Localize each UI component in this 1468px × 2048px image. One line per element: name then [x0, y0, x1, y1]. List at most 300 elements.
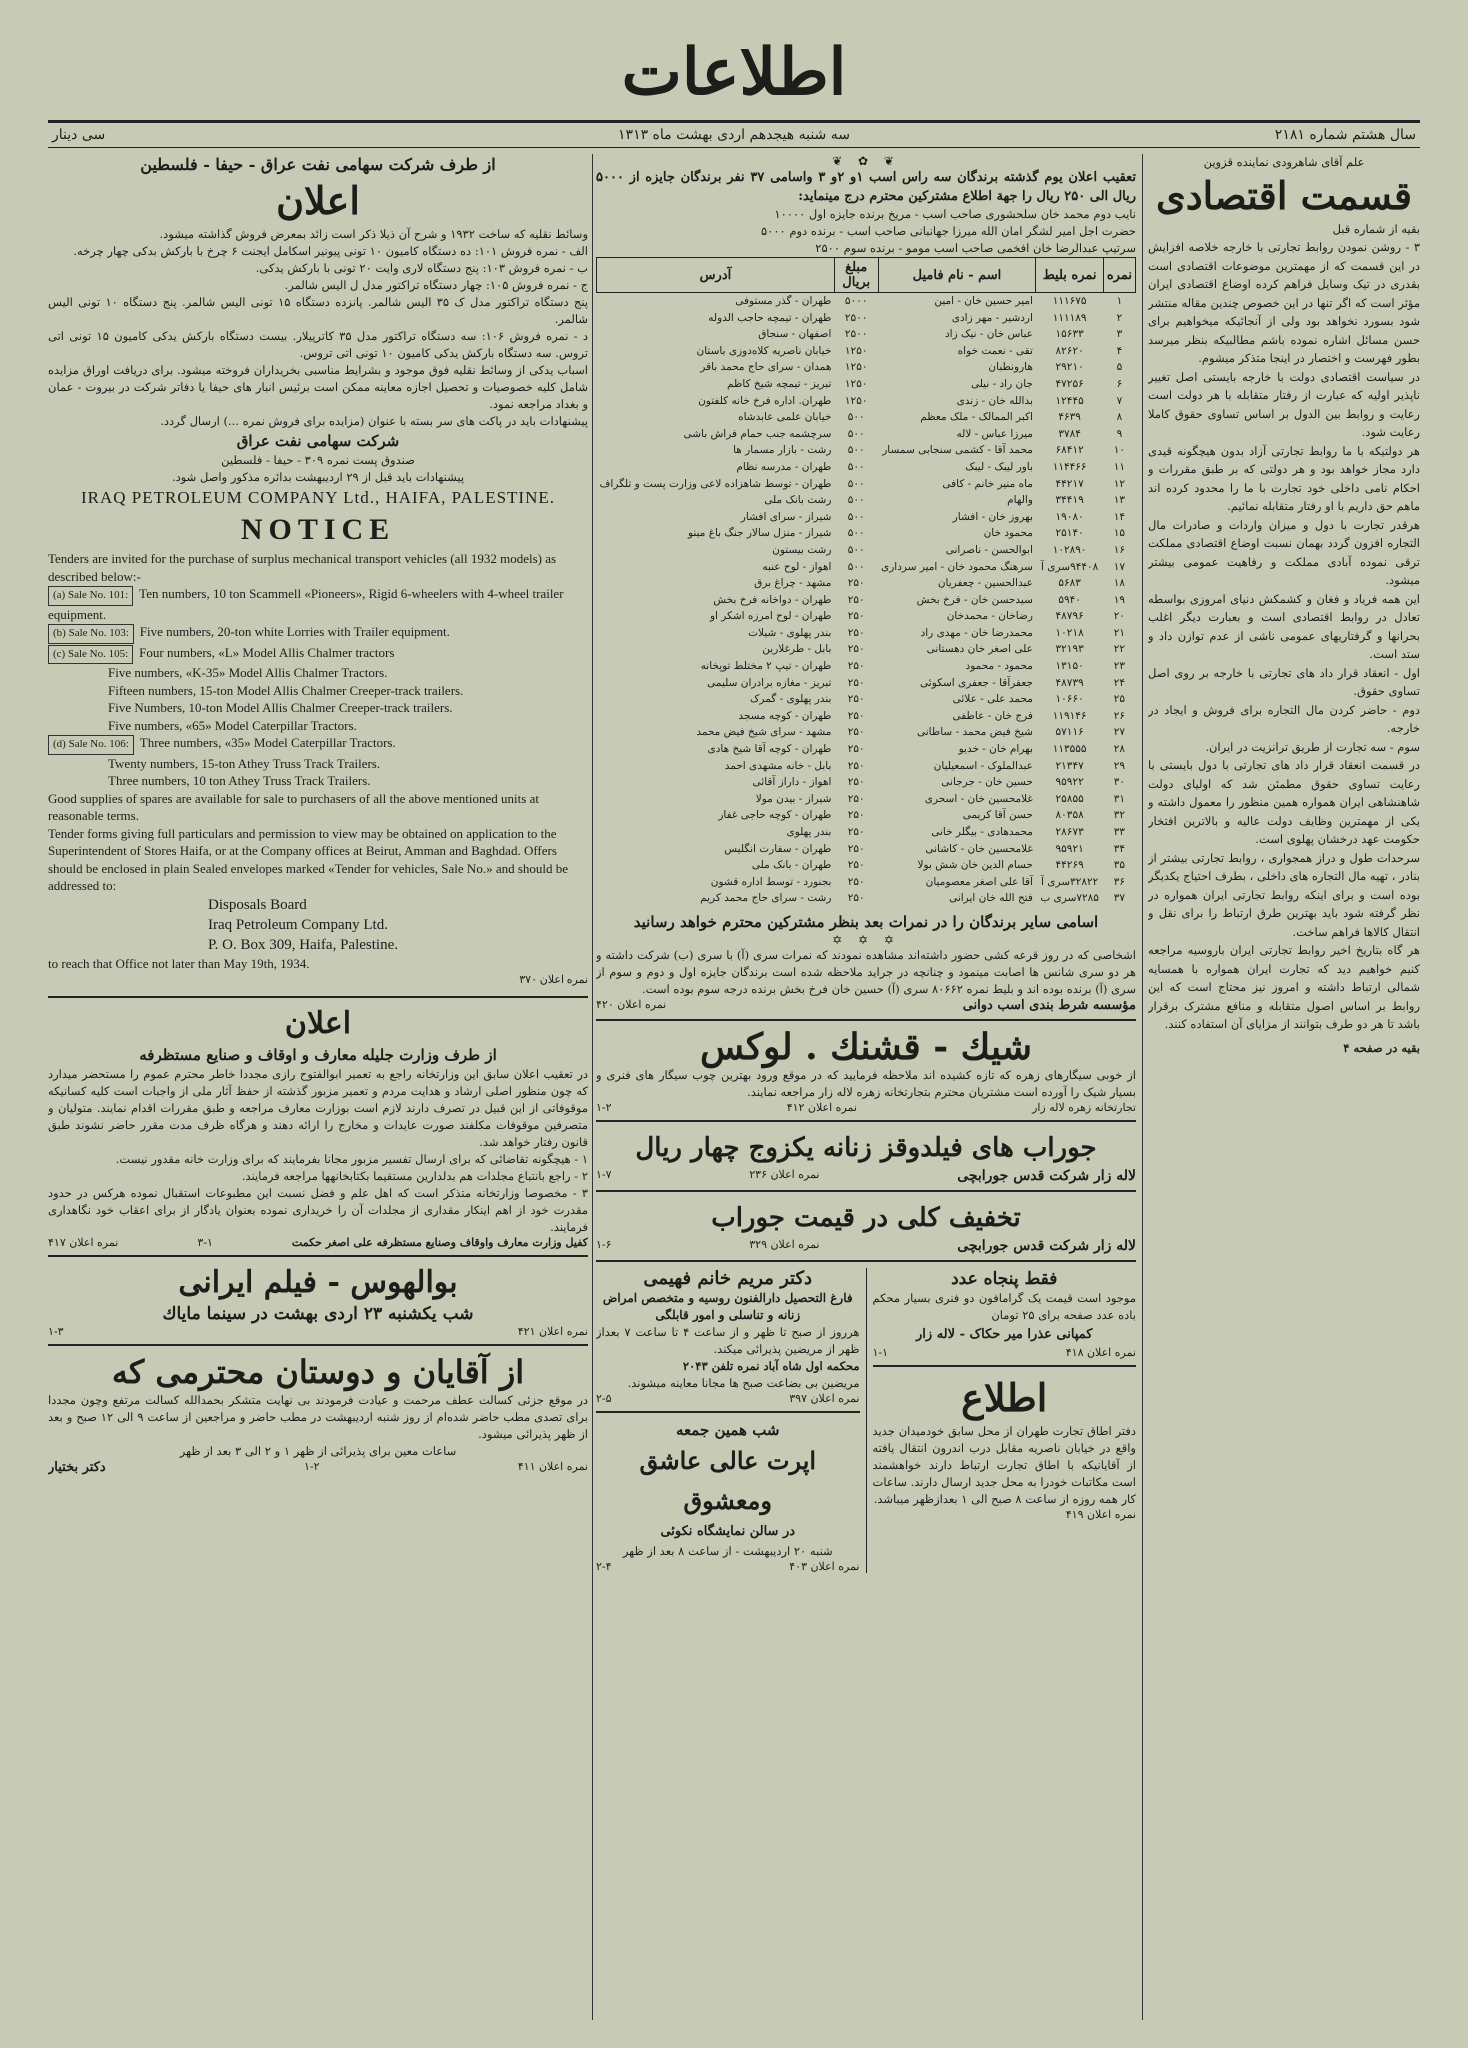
divider — [596, 1411, 860, 1413]
sale-description: Fifteen numbers, 15-ton Model Allis Chalmer Creeper-track trailers. — [108, 682, 464, 698]
table-cell-col-number: ۳۵ — [1113, 859, 1126, 872]
ad-ref: ۲-۴ — [596, 1559, 612, 1573]
iraq-address-fa: صندوق پست نمره ۳۰۹ - حیفا - فلسطین — [221, 453, 415, 467]
sale-description: Ten numbers, 10 ton Scammell «Pioneers», Rigid 6-wheelers with 4-wheel trailer equipment. — [48, 586, 564, 622]
table-cell-col-number: ۳۷ — [1113, 892, 1126, 905]
divider — [596, 1190, 1136, 1192]
table-row — [597, 359, 1136, 376]
operetta-title: اپرت عالی عاشق ومعشوق — [639, 1445, 817, 1515]
iraq-footer — [48, 972, 588, 990]
table-row — [597, 774, 1136, 791]
doctor-note: مریضین بی بضاعت صبح ها مجانا معاینه میشوند. — [627, 1375, 860, 1390]
masthead — [48, 30, 1420, 116]
lottery-footer-title: اسامی سایر برندگان را در نمرات بعد بنظر مشترکین محترم خواهد رسانید — [633, 912, 1099, 931]
table-cell-col-ticket: ۱۱۱۱۸۹ — [1052, 311, 1087, 324]
sale-lot — [48, 664, 588, 682]
doctor-hours: هرروز از صبح تا ظهر و از ساعت ۴ تا ساعت ۷ بعداز ظهر از مریضین پذیرائی میکند. — [596, 1324, 860, 1356]
forms-text: Tender forms giving full particulars and permission to view may be obtained on application to the Superintendent of Stores Haifa, or at the Company offices at Beirut, Amman and Baghdad. Offers should be enclosed in plain Sealed envelopes marked «Tender for vehicles, Sale No.» and should be addressed to: — [48, 825, 569, 893]
table-row — [597, 658, 1136, 675]
table-cell-col-address: طهران - لوح امرزه اشکر او — [709, 610, 832, 623]
iraq-paragraph: ب - نمره فروش ۱۰۳: پنج دستگاه لاری وایت ۲۰ تونی با بارکش یدکی. — [255, 261, 588, 275]
table-cell-col-number: ۱۷ — [1113, 560, 1126, 573]
table-cell-col-name: بدالله خان - زندی — [956, 394, 1033, 407]
table-cell-col-amount: ۲۵۰ — [847, 743, 865, 756]
table-cell-col-address: طهران - بانک ملی — [751, 859, 832, 872]
discount-footer — [596, 1238, 1136, 1254]
table-cell-col-address: طهران. اداره فرخ خانه کلفتون — [698, 394, 832, 407]
divider — [48, 996, 588, 998]
table-row — [597, 393, 1136, 410]
table-cell-col-number: ۲۳ — [1113, 660, 1126, 673]
left-column — [48, 154, 588, 2020]
ad-ref: ۱-۷ — [596, 1167, 612, 1181]
table-cell-col-ticket: ۲۸۶۷۳ — [1055, 826, 1084, 838]
bauhaus-footer — [48, 1325, 588, 1338]
notice-intro: Tenders are invited for the purchase of surplus mechanical transport vehicles (all 1932 models) as described below:- — [48, 551, 557, 584]
table-cell-col-name: ابوالحسن - ناصرانی — [945, 543, 1033, 556]
table-cell-col-amount: ۵۰۰ — [847, 411, 865, 424]
table-header-col-number: نمره — [1103, 258, 1135, 293]
table-cell-col-ticket: ۵۶۸۳ — [1058, 577, 1081, 590]
table-cell-col-ticket: ۱۱۳۵۵۵ — [1052, 743, 1087, 756]
table-cell-col-amount: ۲۵۰ — [847, 577, 865, 590]
chic-footer — [596, 1101, 1136, 1114]
closing-text: to reach that Office not later than May 19th, 1934. — [48, 955, 310, 971]
table-row — [597, 525, 1136, 542]
ministry-kicker: از طرف وزارت جلیله معارف و اوقاف و صنایع مستظرفه — [139, 1045, 497, 1064]
table-cell-col-name: محمدهادی - بیگلر خانی — [931, 826, 1033, 838]
table-cell-col-number: ۲۶ — [1113, 709, 1126, 722]
sale-description: Three numbers, 10 ton Athey Truss Track Trailers. — [108, 773, 371, 788]
table-cell-col-ticket: ۱۹۰۸۰ — [1055, 510, 1084, 523]
table-cell-col-address: طهران - توسط شاهزاده لاعی وزارت پست و تلگراف — [599, 477, 832, 490]
fifty-title: فقط پنجاه عدد — [951, 1268, 1058, 1289]
discount-seller: لاله زار شرکت قدس جورابچی — [957, 1237, 1136, 1254]
table-header-col-amount: مبلغ بریال — [834, 258, 878, 293]
ornament-icon: ❦ ✿ ❦ — [832, 154, 900, 168]
economic-paragraph: دوم - حاضر کردن مال التجاره برای فروش و ایجاد در خارجه. — [1148, 702, 1420, 735]
sale-lot — [48, 623, 588, 644]
table-cell-col-amount: ۲۵۰ — [847, 809, 865, 822]
table-cell-col-name: حسام الدین خان شش بولا — [917, 859, 1033, 872]
table-cell-col-ticket: ۱۱۹۱۴۶ — [1052, 709, 1087, 722]
operetta-time: شنبه ۲۰ اردیبهشت - از ساعت ۸ بعد از ظهر — [622, 1543, 833, 1558]
table-cell-col-address: بندر پهلوی - شیلات — [748, 626, 832, 639]
economic-title: قسمت اقتصادی — [1156, 173, 1412, 218]
divider — [873, 1365, 1137, 1367]
table-cell-col-name: حسن آقا کریمی — [962, 809, 1033, 822]
table-row — [597, 874, 1136, 891]
ministry-signature: کفیل وزارت معارف واوقاف وصنایع مستظرفه علی اصغر حکمت — [291, 1235, 588, 1249]
chamber-footer — [873, 1508, 1137, 1521]
table-cell-col-name: محمد علی - علائی — [952, 693, 1033, 706]
table-cell-col-ticket: ۱۳۱۵۰ — [1055, 660, 1084, 673]
ad-number: نمره اعلان ۳۹۷ — [789, 1391, 860, 1405]
table-cell-col-number: ۱۴ — [1113, 510, 1126, 523]
ministry-body: در تعقیب اعلان سابق این وزارتخانه راجع به تعمیر ابوالفتوح رازی مجددا خاطر محترم عموم را مستحضر میدارد که چون منظور اصلی ارشاد و هدایت مردم و تعمیر مزبور گذشته از حفظ آثار ملی از واجبات است کلیه کسانیکه موقوفاتی از این قبیل در تصرف دارند لازم است بوزارت معارف مراجعه و طبق مقررات اقدام نمایند. متولیان و متصرفین موقوفات مکلفند صورت عایدات و مخارج را ارائه دهند و هرگاه ظرف مدت مقرر حاضر نشوند طبق قانون رفتار خواهد شد. — [48, 1066, 588, 1149]
ad-number: نمره اعلان ۴۱۷ — [48, 1235, 119, 1249]
ministry-title: اعلان — [284, 1005, 352, 1041]
table-cell-col-amount: ۵۰۰ — [847, 460, 865, 473]
iraq-company-en: IRAQ PETROLEUM COMPANY Ltd., HAIFA, PALESTINE. — [80, 488, 556, 507]
table-cell-col-ticket: ۱۰۶۶۰ — [1055, 693, 1084, 706]
table-cell-col-amount: ۲۵۰۰ — [844, 311, 868, 324]
economic-paragraph: در سیاست اقتصادی دولت با خارجه بایستی اصل تغییر ناپذیر اولیه که عبارت از رفتار متقابله با هر دولت است رعایت و روابط بین الدول بر اساس تساوی حقوق کاملا رعایت شود. — [1148, 369, 1420, 439]
table-cell-col-ticket: ۱۱۱۶۷۵ — [1052, 295, 1087, 307]
doctor-address: محکمه اول شاه آباد نمره تلفن ۲۰۴۳ — [682, 1358, 860, 1373]
table-cell-col-address: مشهد - چراغ برق — [754, 577, 832, 590]
fifty-body: موجود است قیمت یک گرامافون دو فنری بسیار محکم باده عدد صفحه برای ۲۵ تومان — [872, 1290, 1136, 1322]
table-cell-col-name: سیدحسن خان - فرخ بخش — [916, 593, 1033, 606]
sale-description: Five numbers, 20-ton white Lorries with Trailer equipment. — [139, 624, 450, 639]
table-cell-col-address: اهواز - داراز آقائی — [752, 776, 832, 789]
chic-ad — [596, 1027, 1136, 1114]
table-row — [597, 426, 1136, 443]
table-cell-col-name: والهام — [1007, 494, 1033, 507]
economic-paragraph: هر دولتیکه با ما روابط تجارتی آزاد بدون هیچگونه قیدی دارد مجاز خواهد بود و هر دولتی که بر طبق مقررات و احکام نامی داخلی خود تجارت با ما را محدود کرده اند ماهم حق داریم با او رفتار متقابله نمائیم. — [1148, 443, 1420, 513]
table-cell-col-number: ۴ — [1116, 344, 1123, 357]
table-cell-col-address: خیابان علمی عابدشاه — [738, 411, 832, 424]
doctor-specialty: فارغ التحصیل دارالفنون روسیه و متخصص امراض زنانه و تناسلی و امور قابلگی — [602, 1290, 853, 1322]
table-cell-col-ticket: ۲۱۳۴۷ — [1055, 759, 1084, 772]
table-row — [597, 326, 1136, 343]
table-cell-col-number: ۳۲ — [1113, 809, 1126, 822]
ad-number: نمره اعلان ۴۱۲ — [786, 1100, 857, 1114]
ministry-items — [48, 1151, 588, 1236]
iraq-deadline-fa: پیشنهادات باید قبل از ۲۹ اردیبهشت بدائره مذکور واصل شود. — [171, 470, 465, 484]
sale-description: Five Numbers, 10-ton Model Allis Chalmer Creeper-track trailers. — [108, 700, 453, 715]
issue-date: سه شنبه هیجدهم اردی بهشت ماه ۱۳۱۳ — [618, 127, 850, 143]
table-cell-col-address: طهران - مدرسه نظام — [736, 460, 832, 473]
table-cell-col-ticket: ۴۸۷۳۹ — [1055, 676, 1084, 689]
doctor-title: دکتر مریم خانم فهیمی — [643, 1267, 813, 1289]
table-cell-col-amount: ۵۰۰ — [847, 560, 865, 573]
table-cell-col-address: بندر پهلوی - گمرک — [750, 693, 832, 706]
address-line: Iraq Petroleum Company Ltd. — [208, 916, 388, 933]
sale-lot — [48, 644, 588, 665]
table-cell-col-address: طهران - کوچه مسجد — [738, 709, 832, 722]
table-cell-col-number: ۱۳ — [1113, 494, 1126, 507]
table-row — [597, 592, 1136, 609]
address-line: Disposals Board — [208, 896, 307, 913]
iraq-paragraph: وسائط نقلیه که ساخت ۱۹۳۲ و شرح آن ذیلا ذکر است زائد بمعرض فروش گذاشته میشود. — [159, 227, 588, 241]
table-cell-col-address: رشت بانک ملی — [764, 494, 832, 507]
iraq-kicker: از طرف شرکت سهامی نفت عراق - حیفا - فلسطین — [140, 155, 496, 174]
table-row — [597, 293, 1136, 310]
table-cell-col-amount: ۵۰۰ — [847, 427, 865, 440]
table-cell-col-number: ۱ — [1116, 295, 1123, 307]
economic-paragraph: ۳ - روشن نمودن روابط تجارتی با خارجه خلاصه افزايش در این قسمت که از مهمترین موضوعات اقتصادی است بقدری در تیک وسایل فراهم کرده اوضاع اقتصادی ایران مؤثر است که اگر تنها در این خصوص چندین مقاله منتشر شود بسورد نخواهد بود ولی از آنجائیکه میخواهیم برای حسن مسائل اشاره نموده باشم مطالبیکه بنظر میرسد بطور فهرست و اختصار در اینجا متذکر میشوم. — [1148, 240, 1420, 365]
table-cell-col-name: غلامحسین خان - کاشانی — [925, 842, 1033, 855]
table-cell-col-number: ۳۰ — [1113, 776, 1126, 789]
table-cell-col-ticket: ۸۲۶۲۰ — [1055, 344, 1084, 357]
table-cell-col-amount: ۱۲۵۰ — [844, 377, 868, 390]
table-cell-col-number: ۳ — [1116, 328, 1123, 341]
lottery-winners — [596, 206, 1136, 257]
table-cell-col-name: شیخ فیض محمد - ساطانی — [917, 726, 1033, 739]
table-cell-col-number: ۲۹ — [1113, 759, 1126, 772]
table-cell-col-name: ماه منیر خانم - کافی — [942, 477, 1033, 490]
table-cell-col-name: محمدرضا خان - مهدی راد — [920, 626, 1033, 639]
table-cell-col-name: سرهنگ محمود خان - امیر سرداری — [881, 560, 1033, 573]
table-cell-col-amount: ۲۵۰ — [847, 826, 865, 838]
table-row — [597, 492, 1136, 509]
table-cell-col-ticket: ۴۷۲۵۶ — [1055, 377, 1084, 390]
sale-lot — [48, 755, 588, 773]
table-cell-col-name: بهرام خان - خدیو — [958, 743, 1033, 756]
table-header-col-address: آدرس — [597, 258, 835, 293]
table-cell-col-name: باور لیبک - لیبک — [965, 460, 1033, 473]
ad-ref: ۲-۵ — [596, 1391, 612, 1405]
sale-description: Three numbers, «35» Model Caterpillar Tractors. — [139, 735, 396, 750]
table-row — [597, 675, 1136, 692]
table-cell-col-number: ۲۵ — [1113, 693, 1126, 706]
table-cell-col-ticket: ۱۱۴۴۶۶ — [1052, 460, 1087, 473]
economic-paragraph: هرقدر تجارت با دول و میزان واردات و صادرات مال التجاره افزون گردد بهمان نسبت اوضاع اقتصادی مملکت ترقی نموده آبادی مملکت و رفاهیت عمومی بیشتر میشود. — [1148, 517, 1420, 587]
table-cell-col-number: ۱۰ — [1113, 444, 1126, 457]
table-cell-col-address: تبریز - تیمچه شیخ کاظم — [727, 377, 832, 390]
iraq-paragraph: الف - نمره فروش ۱۰۱: ده دستگاه کامیون ۱۰ تونی پیونیر اسکامل ایجنت ۶ چرخ با بارکش بدکی چهار چرخه. — [73, 244, 588, 258]
economic-paragraph: سرحدات طول و دراز همجواری ، روابط تجارتی بیشتر از بنادر ، تهیه مال التجاره های داخلی ، بطرف احتیاج یکدیگر بوده است و برای اینکه روابط تجارتی ایران همواره در نظر گرفته شود باید بهترین طرق ارتباط را برای نقل و انتقال کالاها فراهم ساخت. — [1148, 850, 1420, 939]
table-cell-col-ticket: ۲۵۸۵۵ — [1055, 792, 1084, 805]
column-rule — [1142, 154, 1143, 2020]
table-header-col-ticket: نمره بلیط — [1036, 258, 1103, 293]
table-cell-col-amount: ۵۰۰ — [847, 527, 865, 540]
sale-lots — [48, 585, 588, 790]
table-cell-col-amount: ۱۲۵۰ — [844, 394, 868, 407]
table-cell-col-ticket: ۳۲۱۹۳ — [1055, 643, 1084, 656]
table-cell-col-ticket: ۹۵۹۲۱ — [1055, 842, 1084, 855]
table-row — [597, 857, 1136, 874]
economic-author: علم آقای شاهرودی نماینده قزوین — [1203, 155, 1365, 169]
sale-number: (d) Sale No. 106: — [48, 735, 134, 755]
table-cell-col-ticket: ۲۹۲۱۰ — [1055, 361, 1084, 374]
sale-lot — [48, 585, 588, 623]
table-cell-col-number: ۱۸ — [1113, 577, 1126, 590]
ad-number: نمره اعلان ۴۱۸ — [1065, 1345, 1136, 1359]
ad-number: نمره اعلان ۴۲۱ — [517, 1324, 588, 1338]
table-row — [597, 791, 1136, 808]
table-row — [597, 310, 1136, 327]
table-cell-col-amount: ۵۰۰ — [847, 477, 865, 490]
table-cell-col-number: ۵ — [1116, 361, 1123, 374]
ad-number: نمره اعلان ۴۲۰ — [596, 997, 667, 1011]
table-row — [597, 459, 1136, 476]
table-cell-col-ticket: ۴۴۲۶۹ — [1055, 859, 1084, 872]
table-cell-col-number: ۲۷ — [1113, 726, 1126, 739]
economic-paragraph: اول - انعقاد قرار داد های تجارتی با خارجه بر روی اصل تساوی حقوق. — [1148, 665, 1420, 698]
table-cell-col-amount: ۲۵۰ — [847, 626, 865, 639]
lottery-table — [596, 257, 1136, 907]
ad-ref: ۱-۶ — [596, 1237, 612, 1251]
table-cell-col-name: فرج خان - عاطفی — [952, 709, 1033, 722]
stockings-footer — [596, 1168, 1136, 1184]
ad-number: نمره اعلان ۳۷۰ — [519, 974, 588, 986]
iraq-paragraph: د - نمره فروش ۱۰۶: سه دستگاه تراکتور مدل ۳۵ کاترپیلار. بیست دستگاه بارکش یدکی کامیون ۱۵ تونی اتی تروس. سه دستگاه بارکش یدکی کامیون ۱۰ تونی اتی تروس. — [48, 329, 588, 360]
table-cell-col-amount: ۵۰۰ — [847, 494, 865, 507]
table-row — [597, 641, 1136, 658]
table-cell-col-address: بابل - خانه مشهدی احمد — [724, 759, 832, 772]
ad-ref: ۱-۱ — [872, 1345, 889, 1359]
table-cell-col-name: آقا علی اصغر معصومیان — [925, 875, 1033, 888]
table-cell-col-number: ۸ — [1116, 411, 1123, 424]
lottery-footer — [596, 998, 1136, 1013]
table-cell-col-amount: ۲۵۰ — [847, 709, 865, 722]
chic-shop: تجارتخانه زهره لاله زار — [1032, 1100, 1136, 1114]
table-cell-col-name: اکبر الممالک - ملک معظم — [920, 411, 1033, 424]
discount-ad — [596, 1198, 1136, 1254]
table-cell-col-ticket: ۲۵۱۴۰ — [1055, 527, 1084, 540]
operetta-venue: در سالن نمایشگاه نکوئی — [660, 1523, 796, 1539]
thanks-signature: دکتر بختیار — [48, 1459, 106, 1475]
table-cell-col-address: طهران - دواخانه فرخ بخش — [713, 593, 832, 606]
table-cell-col-address: مشهد - سرای شیخ فیض محمد — [696, 726, 832, 739]
doctor-and-operetta — [596, 1268, 860, 1573]
iraq-paragraph: ج - نمره فروش ۱۰۵: چهار دستگاه تراکتور مدل ل الیس شالمر. — [284, 278, 588, 292]
table-cell-col-number: ۱۹ — [1113, 593, 1126, 606]
table-cell-col-amount: ۱۲۵۰ — [844, 361, 868, 374]
ad-ref: ۱-۳ — [48, 1324, 64, 1338]
table-cell-col-name: عبدالحسین - چعفریان — [937, 577, 1033, 590]
divider — [596, 1260, 1136, 1262]
table-cell-col-name: جعفرآقا - جعفری اسکوئی — [920, 676, 1033, 689]
table-cell-col-amount: ۲۵۰ — [847, 660, 865, 673]
stockings-seller: لاله زار شرکت قدس جورابچی — [957, 1167, 1136, 1184]
table-cell-col-number: ۱۵ — [1113, 527, 1126, 540]
lottery-winner-line: حضرت اجل امیر لشگر امان الله میرزا جهانبانی صاحب اسب - برنده دوم ۵۰۰۰ — [761, 224, 1136, 238]
iraq-paragraph: پنج دستگاه تراکتور مدل ک ۳۵ الیس شالمر. پانزده دستگاه ۱۵ تونی الیس شالمر. پنج دستگاه ۱۰ تونی الیس شالمر. — [48, 295, 588, 326]
table-cell-col-name: محمود خان — [983, 527, 1033, 540]
sale-description: Four numbers, «L» Model Allis Chalmer tractors — [139, 644, 395, 660]
divider — [596, 1019, 1136, 1021]
table-cell-col-ticket: ۹۴۴۰۸سری آ — [1041, 560, 1099, 573]
sale-description: Twenty numbers, 15-ton Athey Truss Track Trailers. — [108, 755, 381, 771]
table-cell-col-ticket: ۳۷۸۴ — [1058, 427, 1081, 440]
ad-number: نمره اعلان ۴۰۳ — [789, 1559, 860, 1573]
table-cell-col-ticket: ۳۲۸۲۲سری آ — [1041, 875, 1099, 888]
table-cell-col-address: تبریز - مغازه برادران سلیمی — [707, 676, 832, 689]
thanks-title: از آقایان و دوستان محترمی که — [111, 1352, 525, 1391]
table-cell-col-number: ۳۶ — [1113, 875, 1126, 888]
table-cell-col-number: ۹ — [1116, 427, 1123, 440]
economic-intro: بقیه از شماره قبل — [1332, 222, 1420, 236]
table-cell-col-address: طهران - تیمچه حاجب الدوله — [708, 311, 832, 324]
table-row — [597, 841, 1136, 858]
lottery-note: اشخاصی که در روز قرعه کشی حضور داشته‌اند مشاهده نمودند که نمرات سری (آ) با سری (ب) شرکت داشته و هر دو سری شانس ها اصابت مینمود و چنانچه در جراید ملاحظه شده است برندگان جایزه اول و دوم و سوم از سری (آ) برنده بوده اند و بلیط نمره ۸۰۶۶۲ سری (آ) حسین خان فرخ بخش برنده درجه سوم بوده است. — [596, 947, 1136, 996]
stockings-ad — [596, 1128, 1136, 1184]
table-row — [597, 807, 1136, 824]
table-cell-col-amount: ۵۰۰۰ — [844, 295, 868, 307]
ad-number: نمره اعلان ۳۲۹ — [749, 1237, 820, 1251]
table-cell-col-address: بندر پهلوی — [786, 826, 832, 838]
table-row — [597, 890, 1136, 907]
table-cell-col-ticket: ۹۵۹۲۲ — [1055, 776, 1084, 789]
spares-text: Good supplies of spares are available for sale to purchasers of all the above mentioned units at reasonable terms. — [48, 790, 539, 823]
newspaper-title: اطلاعات — [621, 35, 847, 110]
middle-column — [596, 154, 1136, 2020]
sale-lot — [48, 772, 588, 790]
table-cell-col-address: شیراز - بیدن مولا — [755, 792, 832, 805]
economic-paragraph: در قسمت انعقاد قرار داد های تجارتی با دول بایستی با رعایت تساوی حقوق مطمئن شد که اولیای دولت شاهنشاهی ایران همواره همین منظور را معمول داشته و یکی از مهمترین وظایف دولت عالیه و بالاترین افتخار حکومت عهد درخشان پهلوی است. — [1148, 758, 1420, 846]
table-cell-col-number: ۲۲ — [1113, 643, 1126, 656]
table-cell-col-ticket: ۶۸۴۱۲ — [1055, 444, 1084, 457]
chic-body: از خوبی سیگارهای زهره که تازه کشیده اند ملاحظه فرمایید که در موقع ورود بهترین چوب سیگار های فنری و بسیار شیک را آورده است مشتریان محترم بتجارتخانه زهره لاله زار مراجعه نمایند. — [596, 1067, 1136, 1099]
table-cell-col-amount: ۵۰۰ — [847, 543, 865, 556]
table-cell-col-amount: ۲۵۰ — [847, 875, 865, 888]
chamber-notice-title: اطلاع — [961, 1374, 1048, 1420]
ministry-footer — [48, 1236, 588, 1249]
table-cell-col-ticket: ۵۷۱۱۶ — [1055, 726, 1084, 739]
table-cell-col-name: هارونطبان — [988, 361, 1033, 374]
table-cell-col-ticket: ۱۵۶۳۳ — [1055, 328, 1084, 341]
table-cell-col-amount: ۲۵۰ — [847, 676, 865, 689]
discount-title: تخفیف کلی در قیمت جوراب — [711, 1202, 1021, 1233]
table-cell-col-amount: ۲۵۰ — [847, 693, 865, 706]
ministry-ad — [48, 1004, 588, 1249]
table-cell-col-number: ۱۶ — [1113, 543, 1126, 556]
sale-lot — [48, 682, 588, 700]
iraq-english-notice — [48, 486, 588, 990]
table-cell-col-number: ۷ — [1116, 394, 1123, 407]
table-row — [597, 758, 1136, 775]
table-cell-col-address: طهران - گذر مستوفی — [735, 295, 832, 307]
table-cell-col-amount: ۲۵۰ — [847, 842, 865, 855]
iraq-company-fa: شرکت سهامی نفت عراق — [236, 432, 400, 450]
divider — [48, 1344, 588, 1346]
table-cell-col-name: جان راد - نیلی — [970, 377, 1033, 390]
table-row — [597, 559, 1136, 576]
table-cell-col-address: شیراز - سرای افشار — [740, 510, 832, 523]
table-cell-col-amount: ۲۵۰ — [847, 859, 865, 872]
table-row — [597, 509, 1136, 526]
issue-number: سال هشتم شماره ۲۱۸۱ — [1274, 127, 1416, 143]
table-cell-col-name: میرزا عباس - لاله — [956, 427, 1033, 440]
table-cell-col-amount: ۲۵۰ — [847, 892, 865, 905]
iraq-paragraph: اسباب یدکی از وسائط نقلیه فوق موجود و بشرایط مناسبی بخریداران فروخته میشود. برای دریافت اوراق مزایده شامل کلیه خصوصیات و تحصیل اجازه معاینه ممکن است برئیس انبار های حیفا یا دفاتر شرکت در بیروت - عمان و بغداد مراجعه نمود. — [48, 363, 588, 411]
table-header-col-name: اسم - نام فامیل — [878, 258, 1036, 293]
sale-lot — [48, 717, 588, 735]
table-cell-col-amount: ۲۵۰۰ — [844, 328, 868, 341]
table-cell-col-address: طهران - سفارت انگلیس — [724, 842, 832, 855]
table-cell-col-number: ۱۲ — [1113, 477, 1126, 490]
lottery-winner-line: سرتیپ عبدالرضا خان افخمی صاحب اسب مومو - برنده سوم ۲۵۰۰ — [815, 241, 1136, 255]
table-cell-col-number: ۲ — [1116, 311, 1123, 324]
ad-number: نمره اعلان ۴۱۹ — [1065, 1507, 1136, 1521]
lottery-heading: تعقیب اعلان یوم گذشته برندگان سه راس اسب ۱و ۲و ۳ واسامی ۳۷ نفر برندگان جایزه از ۵۰۰۰ ریال الی ۲۵۰ ریال را جهة اطلاع مشترکین محترم درج مینماید: — [596, 170, 1136, 204]
ad-number: نمره اعلان ۴۱۱ — [517, 1459, 588, 1473]
table-row — [597, 476, 1136, 493]
ad-number: نمره اعلان ۲۳۶ — [749, 1167, 820, 1181]
sale-number: (b) Sale No. 103: — [48, 624, 134, 644]
table-row — [597, 409, 1136, 426]
bottom-ads-row — [596, 1268, 1136, 1573]
chamber-notice-body: دفتر اطاق تجارت طهران از محل سابق خودمیدان جدید واقع در خیابان ناصریه مقابل درب اندرون انتقال یافته از آقایانیکه با اطاق تجارت ارتباط دارند خواهشمند است مکاتبات خودرا به محل جدید ارسال دارند. ساعات کار همه روزه از ساعت ۸ صبح الی ۱ بعدازظهر میباشد. — [872, 1423, 1136, 1506]
table-cell-col-ticket: ۱۰۲۱۸ — [1055, 626, 1084, 639]
table-cell-col-number: ۳۱ — [1113, 792, 1126, 805]
issue-price: سی دینار — [52, 127, 106, 143]
thanks-body: در موقع جزئی کسالت عطف مرحمت و عیادت فرمودند بی نهایت متشکر بحمدالله کسالت مرتفع وچون مجددا برای تصدی مطب حاضر شده‌ام از روز شنبه اردیبهشت در مطب حاضر و مراجعین از ساعت ۹ الی ۱۲ صبح و بعد از ظهر پذیرائی میشود. — [48, 1392, 588, 1441]
table-cell-col-ticket: ۳۴۴۱۹ — [1055, 494, 1084, 507]
doctor-footer — [596, 1392, 860, 1405]
table-cell-col-address: بابل - طرغلارین — [762, 643, 832, 656]
table-cell-col-number: ۳۳ — [1113, 826, 1126, 838]
table-cell-col-ticket: ۸۰۳۵۸ — [1055, 809, 1084, 822]
table-row — [597, 608, 1136, 625]
stockings-title: جوراب های فیلدوقز زنانه یکزوج چهار ریال — [635, 1132, 1097, 1163]
continued-note: بقیه در صفحه ۴ — [1343, 1040, 1420, 1055]
notice-heading: NOTICE — [240, 513, 396, 546]
star-icon: ✡ ✡ ✡ — [832, 932, 900, 947]
